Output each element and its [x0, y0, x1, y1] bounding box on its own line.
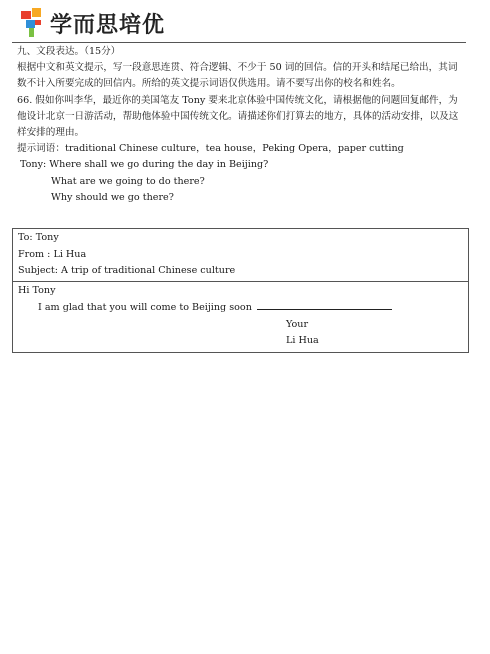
letter-subject: Subject: A trip of traditional Chinese culture: [18, 265, 236, 276]
tony-question-3: Why should we go there?: [51, 191, 174, 203]
section-title: 九、文段表达。（15分）: [17, 46, 121, 57]
header-divider: [12, 42, 466, 43]
tony-question-2: What are we going to do there?: [51, 175, 205, 187]
letter-opening-line: [18, 299, 463, 317]
letter-box: [12, 228, 469, 353]
instructions: 根据中文和英文提示，写一段意思连贯、符合逻辑、不少于 50 词的回信。信的开头和结尾已给出，其词数不计入所要完成的回信内。所给的英文提示词语仅供选用。请不要写出你的校名和姓名。: [17, 62, 458, 90]
question-section: [17, 44, 467, 206]
hint-words: 提示词语：traditional Chinese culture，tea house，Peking Opera，paper cutting: [17, 143, 404, 155]
letter-to: To: Tony: [18, 232, 59, 243]
letter-header: [13, 229, 468, 282]
letter-opening: I am glad that you will come to Beijing soon: [38, 302, 252, 313]
letter-body: [13, 282, 468, 352]
letter-greeting: Hi Tony: [18, 284, 56, 296]
tony-question-1: Tony: Where shall we go during the day in Beijing?: [20, 159, 269, 171]
brand-name: 学而思培优: [50, 12, 166, 38]
letter-closing: Your: [286, 318, 309, 330]
answer-blank[interactable]: [257, 299, 392, 310]
brand-header: [20, 6, 165, 40]
letter-from: From : Li Hua: [18, 248, 87, 260]
letter-signature: Li Hua: [286, 335, 319, 346]
question-prompt: 66. 假如你叫李华，最近你的美国笔友 Tony 要来北京体验中国传统文化，请根据他的问题回复邮件，为他设计北京一日游活动，帮助他体验中国传统文化。请描述你们打算去的地方，具体的活动安排，以及这样安排的理由。: [17, 94, 459, 139]
brand-logo-icon: [20, 8, 44, 38]
